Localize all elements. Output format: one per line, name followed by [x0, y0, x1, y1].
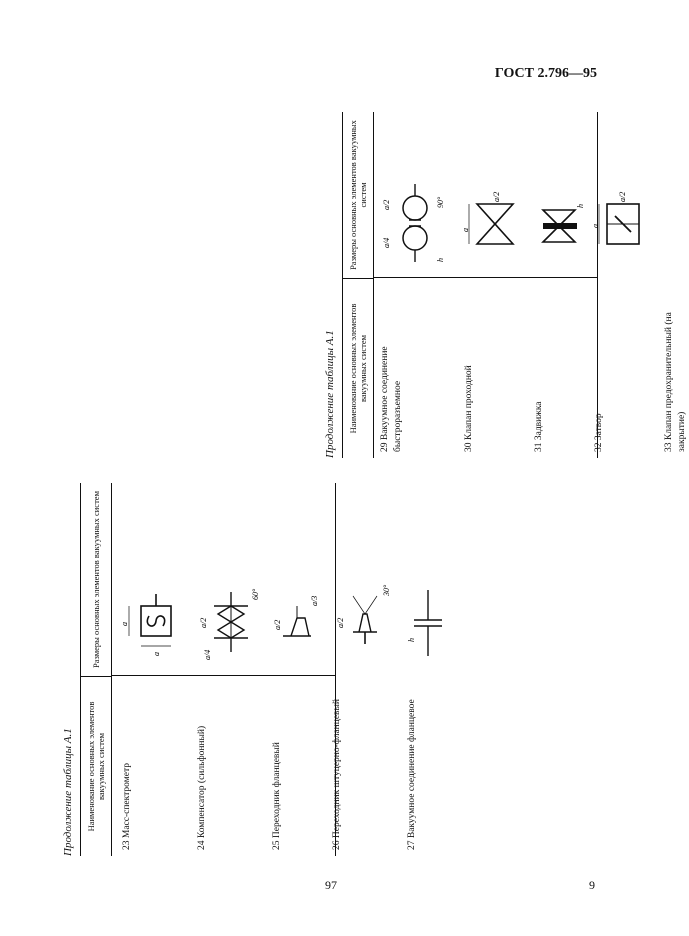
standard-code: ГОСТ 2.796—95 — [494, 66, 597, 81]
dim-label: a/2 — [492, 191, 501, 202]
table-row — [196, 483, 266, 856]
table-header — [343, 112, 374, 458]
dim-label: a — [120, 622, 129, 626]
column-header-name: Наименование основных элементов вакуумных систем — [81, 676, 111, 856]
table-right-block — [324, 112, 687, 458]
dim-label: a/2 — [273, 619, 282, 630]
column-header-name: Наименование основных элементов вакуумных систем — [343, 278, 373, 458]
table-row — [406, 483, 451, 856]
table-row — [379, 112, 451, 458]
table — [80, 483, 417, 856]
row-name: 24 Компенсатор (сильфонный) — [197, 725, 207, 850]
dim-label: h — [576, 204, 585, 208]
dim-label: a — [461, 228, 470, 232]
flange-connection-symbol — [406, 576, 451, 666]
dim-label: a/2 — [199, 617, 208, 628]
dim-label: 60° — [251, 588, 260, 600]
table-row — [331, 483, 401, 856]
page-number: 9 — [589, 878, 595, 892]
dim-label: a/2 — [336, 617, 345, 628]
dim-label: a/4 — [203, 649, 212, 660]
dim-label: 30° — [382, 584, 391, 596]
row-name: 33 Клапан предохранительный (на закрытие) — [664, 312, 687, 452]
dim-label: a/2 — [618, 191, 627, 202]
row-name: 27 Вакуумное соединение фланцевое — [407, 699, 417, 850]
row-name: 30 Клапан проходной — [464, 365, 474, 452]
dim-label: a/4 — [382, 237, 391, 248]
table-row — [121, 483, 191, 856]
column-header-dimensions: Размеры основных элементов вакуумных систем — [91, 491, 101, 668]
fitting-flange-adapter-symbol — [331, 576, 401, 666]
row-name: 29 Вакуумное соединение быстроразъемное — [380, 346, 403, 452]
dim-label: h — [407, 638, 416, 642]
table-row — [271, 483, 326, 856]
dim-label: h — [436, 258, 445, 262]
table-row — [593, 112, 658, 458]
table-header — [81, 483, 112, 856]
flange-adapter-symbol — [271, 576, 326, 666]
bellows-compensator-symbol — [196, 576, 266, 666]
original-page-number: 97 — [325, 878, 337, 892]
table-row — [533, 112, 588, 458]
mass-spectrometer-symbol — [121, 576, 191, 666]
table-caption: Продолжение таблицы А.1 — [62, 728, 74, 856]
table — [342, 112, 687, 458]
table-row — [463, 112, 528, 458]
straight-valve-symbol — [463, 178, 528, 268]
shutter-symbol — [593, 178, 658, 268]
row-name: 26 Переходник штуцерно-фланцевый — [332, 698, 342, 850]
table-left-block — [62, 483, 417, 856]
row-name: 31 Задвижка — [534, 401, 544, 452]
row-name: 23 Масс-спектрометр — [122, 763, 132, 850]
quick-release-connection-symbol — [379, 178, 451, 268]
table-caption: Продолжение таблицы А.1 — [324, 330, 336, 458]
dim-label: a — [591, 224, 600, 228]
row-name: 25 Переходник фланцевый — [272, 742, 282, 850]
dim-label: 90° — [436, 196, 445, 208]
dim-label: a — [152, 652, 161, 656]
column-header-dimensions: Размеры основных элементов вакуумных систем — [348, 120, 368, 270]
dim-label: a/2 — [382, 199, 391, 210]
dim-label: a/3 — [310, 595, 319, 606]
gate-valve-symbol — [533, 178, 588, 268]
row-name: 32 Затвор — [594, 413, 604, 452]
